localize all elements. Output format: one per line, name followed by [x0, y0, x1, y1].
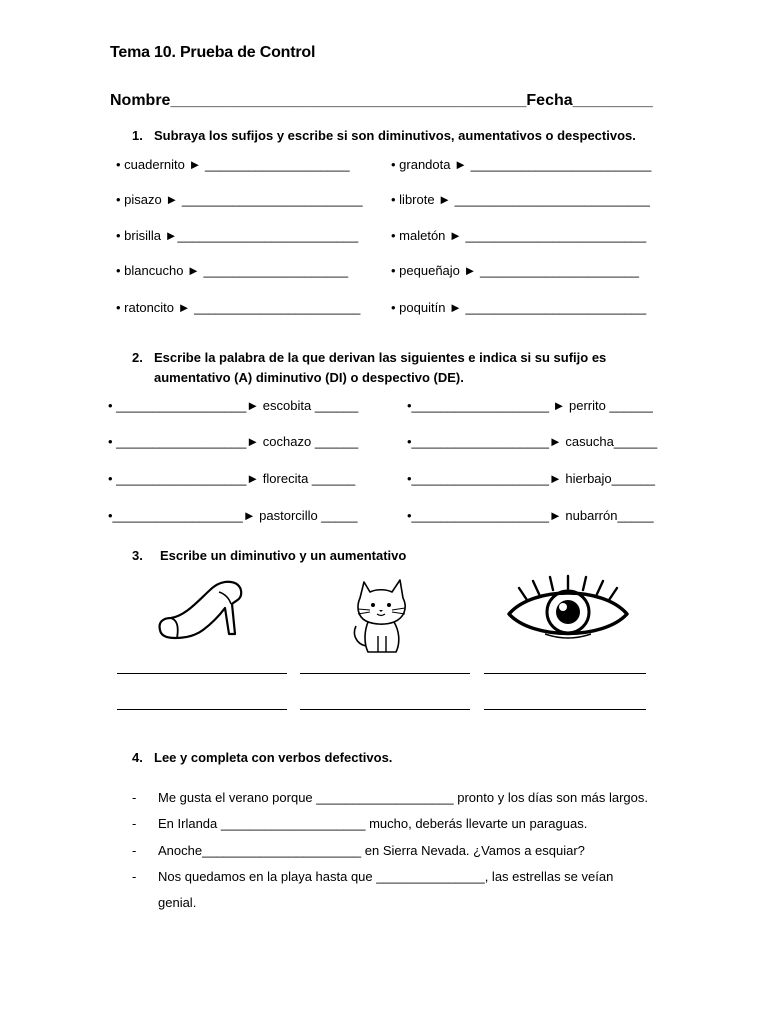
cat-icon — [350, 574, 414, 656]
q1-right-item-5[interactable]: • poquitín ► _________________________ — [391, 300, 647, 315]
nombre-label: Nombre — [110, 92, 171, 109]
q1-heading-text: Subraya los sufijos y escribe si son diminutivos, aumentativos o despectivos. — [154, 128, 636, 143]
fecha-label: Fecha — [526, 92, 573, 109]
q1-left-item-2[interactable]: • pisazo ► _________________________ — [116, 192, 363, 207]
q1-right-item-1[interactable]: • grandota ► _________________________ — [391, 157, 652, 172]
q3-answer-line-eye-1[interactable] — [484, 673, 646, 674]
q2-heading-line1: Escribe la palabra de la que derivan las siguientes e indica si su sufijo es — [154, 350, 607, 365]
q3-answer-line-shoe-1[interactable] — [117, 673, 287, 674]
q4-heading-text: Lee y completa con verbos defectivos. — [154, 750, 393, 765]
name-date-line — [110, 92, 653, 110]
q3-answer-line-eye-2[interactable] — [484, 709, 646, 710]
q4-item-2[interactable] — [132, 816, 587, 831]
q2-number: 2. — [132, 350, 143, 365]
q4-item-3-text[interactable]: Anoche______________________ en Sierra Nevada. ¿Vamos a esquiar? — [158, 843, 585, 858]
q3-heading-text: Escribe un diminutivo y un aumentativo — [160, 548, 407, 563]
q4-item-2-text[interactable]: En Irlanda ____________________ mucho, deberás llevarte un paraguas. — [158, 816, 588, 831]
q1-left-item-3[interactable]: • brisilla ►_________________________ — [116, 228, 359, 243]
q2-right-item-3[interactable]: •___________________► hierbajo______ — [407, 471, 656, 486]
q4-item-4-text[interactable]: Nos quedamos en la playa hasta que _______________, las estrellas se veían — [158, 869, 614, 884]
q1-heading — [132, 128, 636, 143]
q4-item-3-dash: - — [132, 843, 137, 858]
q2-left-item-4[interactable]: •__________________► pastorcillo _____ — [108, 508, 358, 523]
fecha-blank: _________ — [572, 92, 653, 109]
q4-item-1[interactable] — [132, 790, 648, 805]
q2-heading — [132, 350, 606, 365]
eye-icon — [505, 574, 631, 650]
q3-answer-line-shoe-2[interactable] — [117, 709, 287, 710]
q4-heading — [132, 750, 392, 765]
high-heel-shoe-icon — [155, 578, 245, 640]
q4-item-2-dash: - — [132, 816, 137, 831]
page-title: Tema 10. Prueba de Control — [110, 44, 316, 61]
q1-right-item-2[interactable]: • librote ► ___________________________ — [391, 192, 650, 207]
q4-number: 4. — [132, 750, 143, 765]
q3-heading — [132, 548, 406, 563]
q3-answer-line-cat-2[interactable] — [300, 709, 470, 710]
q3-number: 3. — [132, 548, 143, 563]
q1-left-item-1[interactable]: • cuadernito ► ____________________ — [116, 157, 350, 172]
nombre-blank: ________________________________________ — [170, 92, 527, 109]
q2-right-item-4[interactable]: •___________________► nubarrón_____ — [407, 508, 654, 523]
q1-right-item-3[interactable]: • maletón ► _________________________ — [391, 228, 647, 243]
q1-left-item-4[interactable]: • blancucho ► ____________________ — [116, 263, 349, 278]
q2-left-item-2[interactable]: • __________________► cochazo ______ — [108, 434, 359, 449]
q2-heading-line2: aumentativo (A) diminutivo (DI) o despectivo (DE). — [154, 370, 464, 385]
q1-number: 1. — [132, 128, 143, 143]
q4-item-1-dash: - — [132, 790, 137, 805]
q2-left-item-3[interactable]: • __________________► florecita ______ — [108, 471, 356, 486]
q3-answer-line-cat-1[interactable] — [300, 673, 470, 674]
q2-right-item-2[interactable]: •___________________► casucha______ — [407, 434, 658, 449]
q2-right-item-1[interactable]: •___________________ ► perrito ______ — [407, 398, 653, 413]
q4-item-1-text[interactable]: Me gusta el verano porque ___________________ pronto y los días son más largos. — [158, 790, 649, 805]
q4-item-4-dash: - — [132, 869, 137, 884]
q1-left-item-5[interactable]: • ratoncito ► _______________________ — [116, 300, 361, 315]
q4-item-4[interactable] — [132, 869, 613, 884]
q1-right-item-4[interactable]: • pequeñajo ► ______________________ — [391, 263, 640, 278]
q4-item-3[interactable] — [132, 843, 585, 858]
q2-left-item-1[interactable]: • __________________► escobita ______ — [108, 398, 359, 413]
q4-item-4-continuation: genial. — [158, 895, 197, 910]
